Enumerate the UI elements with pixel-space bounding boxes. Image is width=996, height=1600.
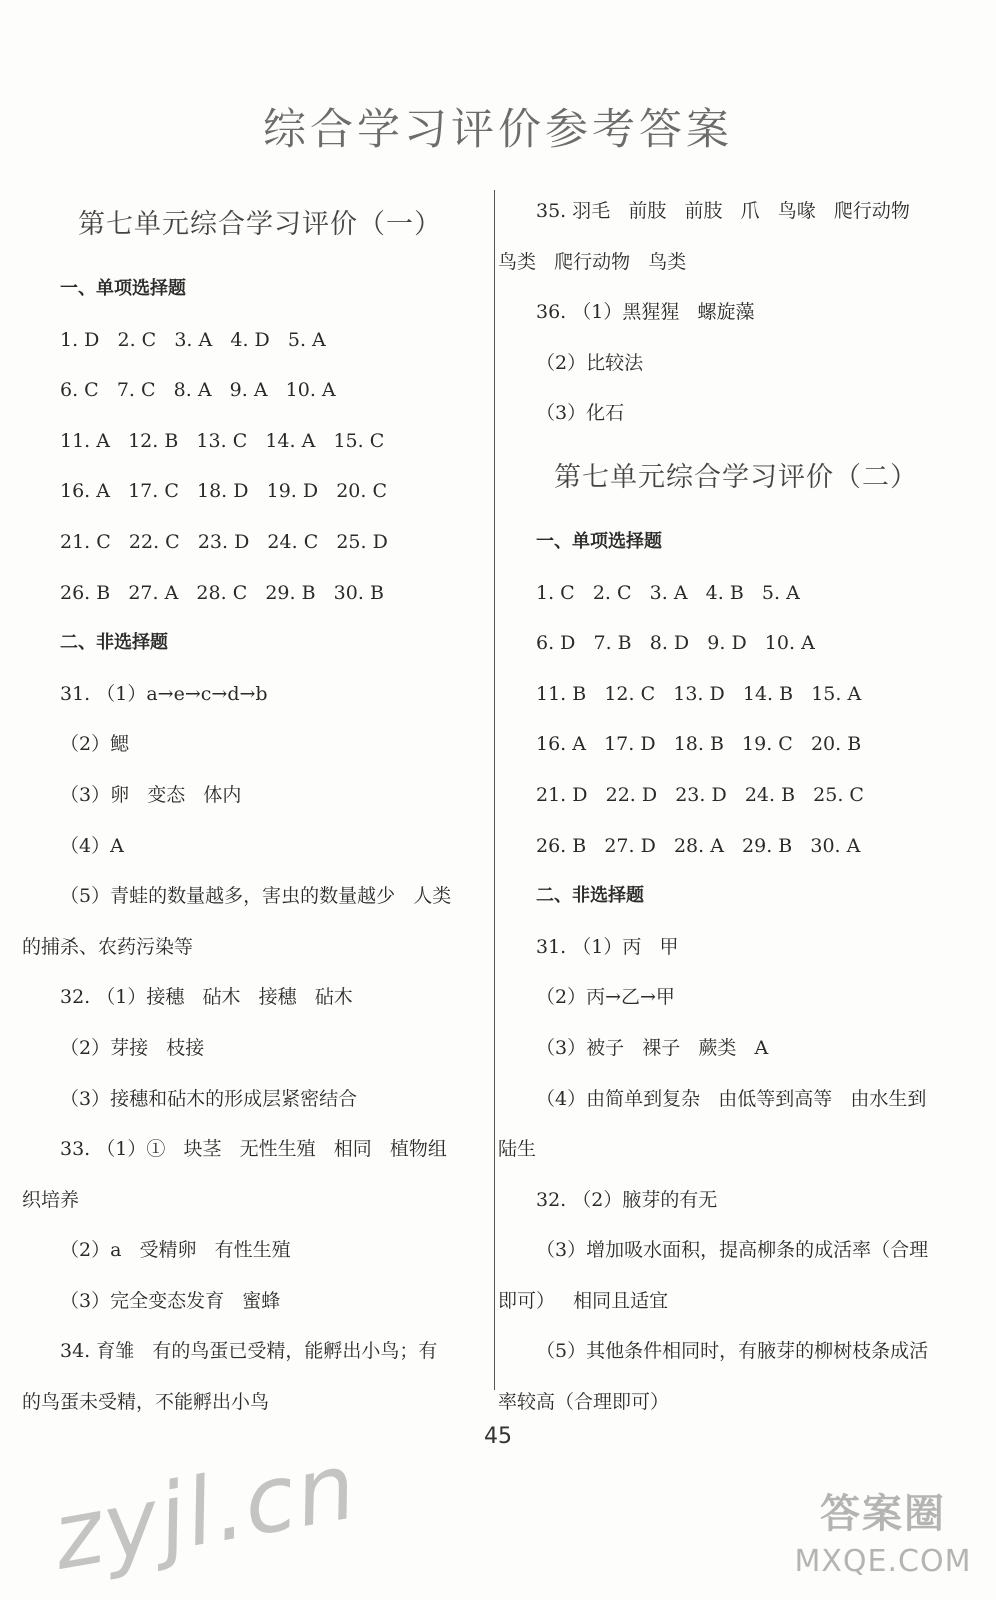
answer-line: 率较高（合理即可）: [498, 1391, 670, 1414]
answer-line: 34. 育雏 有的鸟蛋已受精，能孵出小鸟；有: [60, 1340, 438, 1363]
answer-line: （2）鳃: [60, 733, 130, 756]
answer-line: （3）化石: [536, 402, 625, 425]
answer-line: 35. 羽毛 前肢 前肢 爪 鸟喙 爬行动物: [536, 200, 910, 222]
section-heading-mc: 一、单项选择题: [60, 278, 186, 299]
column-divider: [494, 190, 495, 1390]
answer-line: （3）增加吸水面积，提高柳条的成活率（合理: [536, 1239, 929, 1262]
mc-answer-row: 16. A 17. C 18. D 19. D 20. C: [60, 480, 388, 503]
answer-line: 32. （2）腋芽的有无: [536, 1188, 718, 1211]
mc-answer-row: 16. A 17. D 18. B 19. C 20. B: [536, 733, 862, 756]
answer-line: （3）接穗和砧木的形成层紧密结合: [60, 1087, 358, 1110]
left-column: [22, 186, 482, 1428]
right-column: [498, 186, 968, 1428]
page-number: 45: [484, 1424, 512, 1449]
answer-line: 织培养: [22, 1188, 80, 1211]
mc-answer-row: 1. D 2. C 3. A 4. D 5. A: [60, 328, 326, 351]
mc-answer-row: 21. C 22. C 23. D 24. C 25. D: [60, 530, 388, 553]
answer-line: 33. （1）① 块茎 无性生殖 相同 植物组: [60, 1138, 447, 1161]
answer-line: （4）由简单到复杂 由低等到高等 由水生到: [536, 1087, 927, 1110]
section-heading-mc: 一、单项选择题: [536, 530, 662, 552]
answer-line: （5）其他条件相同时，有腋芽的柳树枝条成活: [536, 1340, 929, 1363]
answer-line: 31. （1）a→e→c→d→b: [60, 682, 268, 705]
answer-line: （2）a 受精卵 有性生殖: [60, 1239, 291, 1262]
mc-answer-row: 11. A 12. B 13. C 14. A 15. C: [60, 429, 385, 452]
answer-line: 的鸟蛋未受精，不能孵出小鸟: [22, 1391, 270, 1414]
open-answer-list-continued: [498, 186, 968, 439]
mc-answer-row: 1. C 2. C 3. A 4. B 5. A: [536, 581, 800, 604]
answer-line: 陆生: [498, 1138, 537, 1161]
answer-line: （3）完全变态发育 蜜蜂: [60, 1289, 281, 1312]
unit-heading-1: 第七单元综合学习评价（一）: [78, 209, 442, 240]
answer-line: 32. （1）接穗 砧木 接穗 砧木: [60, 986, 353, 1009]
mc-answer-row: 21. D 22. D 23. D 24. B 25. C: [536, 783, 864, 806]
watermark-logo-text: 答案圈: [820, 1491, 946, 1537]
section-heading-open: 二、非选择题: [60, 632, 168, 654]
mc-answer-row: 6. C 7. C 8. A 9. A 10. A: [60, 379, 336, 402]
answer-line: （3）被子 裸子 蕨类 A: [536, 1036, 769, 1059]
open-answer-list: [22, 669, 482, 1428]
mc-answer-row: 6. D 7. B 8. D 9. D 10. A: [536, 632, 815, 655]
mc-answer-row: 26. B 27. D 28. A 29. B 30. A: [536, 834, 861, 857]
watermark-domain: MXQE.COM: [794, 1544, 972, 1579]
mc-answer-list: [22, 315, 482, 619]
answer-line: 鸟类 爬行动物 鸟类: [498, 250, 687, 273]
mc-answer-row: 11. B 12. C 13. D 14. B 15. A: [536, 682, 862, 705]
answer-line: （3）卵 变态 体内: [60, 783, 242, 806]
answer-line: （2）丙→乙→甲: [536, 986, 675, 1009]
answer-line: （4）A: [60, 834, 124, 857]
mc-answer-list: [498, 568, 968, 872]
watermark-text: zyjl.cn: [45, 1432, 365, 1591]
mc-answer-row: 26. B 27. A 28. C 29. B 30. B: [60, 581, 384, 604]
answer-line: 31. （1）丙 甲: [536, 935, 679, 958]
unit-heading-2: 第七单元综合学习评价（二）: [554, 461, 918, 493]
watermark-logo: [778, 1482, 988, 1594]
answer-line: 36. （1）黑猩猩 螺旋藻: [536, 301, 755, 324]
answer-line: 的捕杀、农药污染等: [22, 935, 194, 958]
section-heading-open: 二、非选择题: [536, 885, 644, 907]
open-answer-list: [498, 922, 968, 1428]
answer-line: （2）芽接 枝接: [60, 1036, 205, 1059]
answer-line: 即可） 相同且适宜: [498, 1289, 669, 1312]
answer-line: （2）比较法: [536, 351, 644, 374]
page-title: 综合学习评价参考答案: [263, 105, 733, 155]
answer-line: （5）青蛙的数量越多，害虫的数量越少 人类: [60, 885, 452, 908]
